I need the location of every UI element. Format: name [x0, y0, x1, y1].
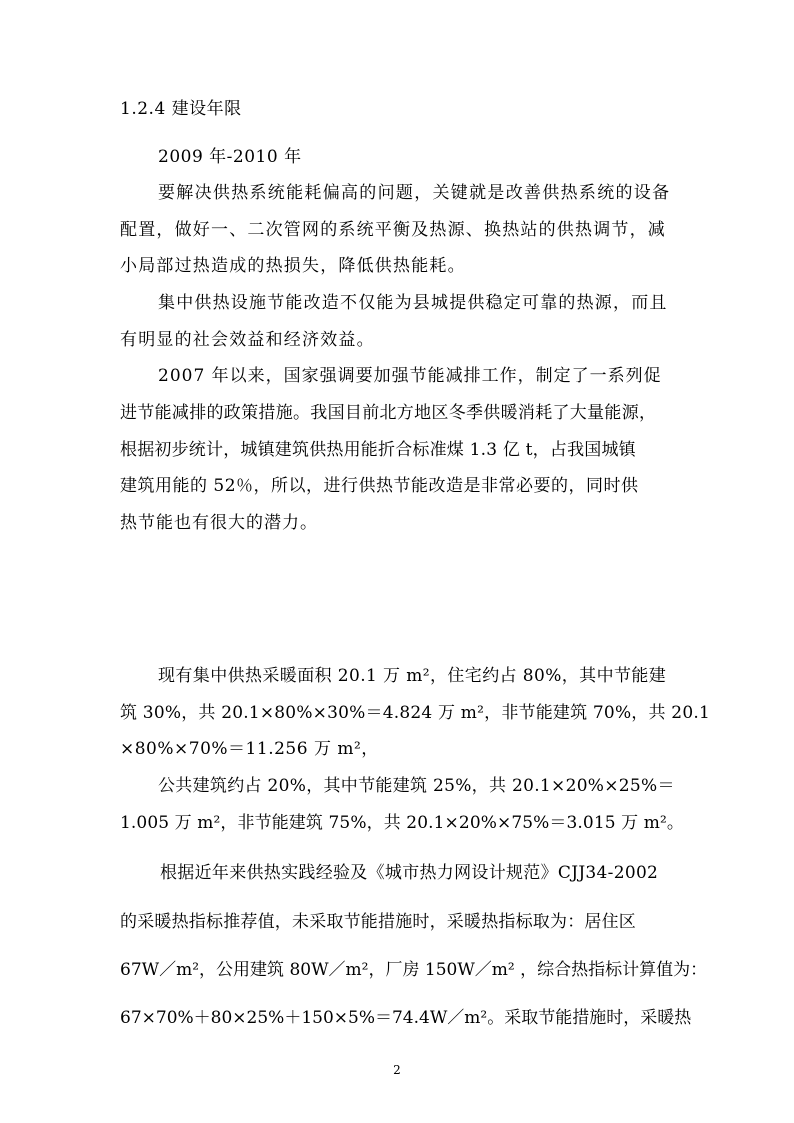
paragraph-3-line-3: 根据初步统计，城镇建筑供热用能折合标准煤 1.3 亿 t，占我国城镇 — [120, 440, 636, 460]
paragraph-5-line-2: 1.005 万 m²，非节能建筑 75%，共 20.1×20%×75%＝3.015 万 m²。 — [120, 813, 685, 833]
paragraph-2-line-1: 集中供热设施节能改造不仅能为县城提供稳定可靠的热源，而且 — [158, 293, 668, 313]
paragraph-2-line-2: 有明显的社会效益和经济效益。 — [120, 330, 375, 350]
paragraph-6-line-1: 根据近年来供热实践经验及《城市热力网设计规范》CJJ34-2002 — [160, 863, 659, 883]
paragraph-3-line-1: 2007 年以来，国家强调要加强节能减排工作，制定了一系列促 — [158, 366, 662, 386]
paragraph-4-line-2: 筑 30%，共 20.1×80%×30%＝4.824 万 m²，非节能建筑 70%，共 20.1 — [120, 703, 710, 723]
construction-years: 2009 年-2010 年 — [158, 147, 302, 167]
paragraph-3-line-4: 建筑用能的 52％，所以，进行供热节能改造是非常必要的，同时供 — [120, 476, 639, 496]
paragraph-6-line-4: 67×70%＋80×25%＋150×5%＝74.4W／m²。采取节能措施时，采暖热 — [120, 1008, 692, 1028]
paragraph-3-line-5: 热节能也有很大的潜力。 — [120, 513, 318, 533]
page-number: 2 — [393, 1063, 401, 1077]
paragraph-3-line-2: 进节能减排的政策措施。我国目前北方地区冬季供暖消耗了大量能源， — [120, 403, 657, 423]
paragraph-4-line-1: 现有集中供热采暖面积 20.1 万 m²，住宅约占 80%，其中节能建 — [158, 666, 667, 686]
paragraph-6-line-2: 的采暖热指标推荐值，未采取节能措施时，采暖热指标取为：居住区 — [120, 912, 636, 932]
paragraph-4-line-3: ×80%×70%＝11.256 万 m²， — [120, 739, 379, 759]
paragraph-6-line-3: 67W／m²，公用建筑 80W／m²，厂房 150W／m² ，综合热指标计算值为： — [120, 960, 708, 980]
paragraph-5-line-1: 公共建筑约占 20%，其中节能建筑 25%，共 20.1×20%×25%＝ — [158, 776, 675, 796]
section-heading: 1.2.4 建设年限 — [120, 99, 242, 119]
paragraph-1-line-2: 配置，做好一、二次管网的系统平衡及热源、换热站的供热调节，减 — [120, 220, 666, 240]
paragraph-1-line-1: 要解决供热系统能耗偏高的问题，关键就是改善供热系统的设备 — [158, 183, 671, 203]
paragraph-1-line-3: 小局部过热造成的热损失，降低供热能耗。 — [120, 256, 466, 276]
